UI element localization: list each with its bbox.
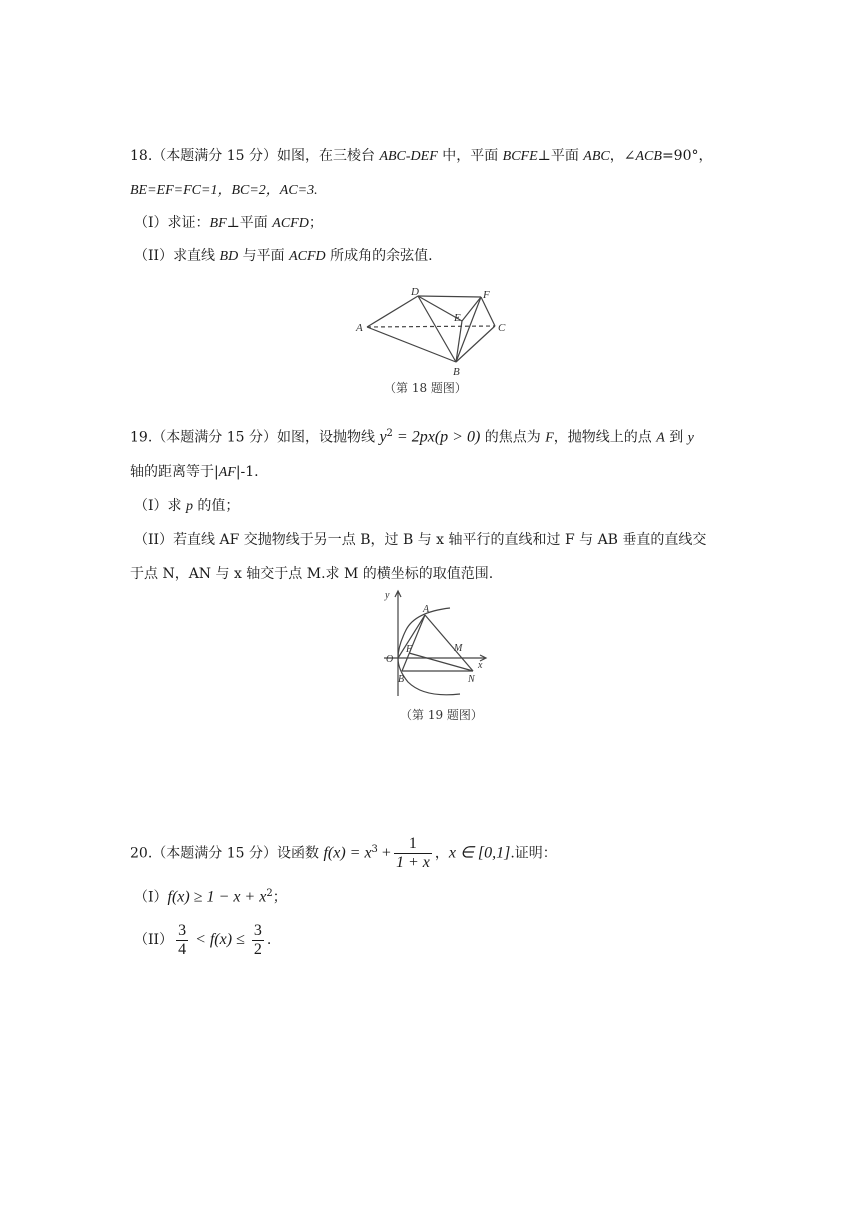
p18-text: 如图，在三棱台 — [276, 148, 380, 164]
p18-text: 求直线 — [173, 248, 220, 264]
p19-q1-label: （I） — [134, 498, 168, 514]
label-N: N — [468, 674, 475, 685]
p20-plus: + — [377, 844, 391, 862]
p19-text: 求 — [167, 498, 186, 514]
p20-q1-expr: f(x) ≥ 1 − x + x — [167, 888, 267, 906]
edge-CB — [456, 326, 495, 362]
p20-exp: 3 — [371, 844, 378, 855]
label-B: B — [453, 366, 460, 378]
p18-text: =90°， — [661, 148, 713, 164]
p19-eq-exp: 2 — [386, 428, 393, 439]
p19-text: 到 — [664, 429, 688, 446]
p20-q1-exp: 2 — [266, 888, 273, 899]
p18-header: （本题满分 15 分） — [152, 148, 277, 164]
p19-eq: y — [379, 428, 387, 446]
label-x: x — [478, 660, 483, 671]
label-E: E — [454, 312, 461, 324]
p20-function: f(x) = x — [323, 844, 372, 862]
p18-text: ⊥平面 — [537, 148, 584, 164]
line-FN — [409, 653, 473, 671]
p18-q2 — [134, 246, 433, 267]
edge-FB — [456, 297, 481, 362]
p19-number: 19. — [130, 429, 153, 446]
frac-numerator: 3 — [253, 921, 262, 939]
p19-q2-line1 — [134, 530, 706, 550]
label-A: A — [356, 322, 363, 334]
label-y: y — [385, 590, 390, 601]
label-F: F — [483, 289, 490, 301]
edge-DB — [418, 296, 456, 362]
p19-text: |-1. — [235, 464, 259, 480]
p18-text: ； — [308, 215, 323, 231]
p19-var: p — [185, 499, 193, 514]
p18-line1 — [130, 146, 712, 167]
p19-var: A — [656, 430, 665, 446]
p19-text: 轴的距离等于| — [130, 464, 219, 480]
p20-q2 — [134, 920, 271, 960]
line-AN — [425, 615, 473, 671]
frac-numerator: 3 — [178, 921, 187, 939]
p18-text: 与平面 — [238, 248, 290, 264]
p19-q2-text: 于点 N，AN 与 x 轴交于点 M.求 M 的横坐标的取值范围. — [130, 566, 494, 582]
p18-var: BCFE — [502, 149, 538, 164]
p20-frac-denominator: 1 + x — [395, 854, 430, 872]
p19-caption: （第 19 题图） — [400, 708, 483, 722]
p18-q1 — [134, 213, 323, 234]
frac-denominator: 2 — [253, 940, 262, 958]
p18-conditions: BE=EF=FC=1，BC=2，AC=3. — [130, 183, 318, 198]
p19-line2 — [130, 462, 259, 483]
label-A: A — [423, 604, 430, 615]
p18-text: 求证： — [167, 215, 210, 231]
p20-q2-inequality: < f(x) ≤ — [191, 931, 249, 948]
p20-line1 — [130, 830, 557, 874]
p19-q2-text: 若直线 AF 交抛物线于另一点 B，过 B 与 x 轴平行的直线和过 F 与 AB 垂直的直线交 — [173, 532, 707, 548]
p18-var: BD — [219, 249, 239, 264]
label-M: M — [454, 643, 463, 654]
p18-figure — [350, 284, 510, 380]
p20-domain: x ∈ [0,1] — [448, 844, 511, 862]
p20-text: .证明： — [510, 845, 557, 862]
p18-q1-label: （I） — [134, 215, 168, 231]
p20-fraction — [394, 835, 432, 872]
edge-AC-hidden — [367, 326, 495, 327]
p20-frac-numerator: 1 — [394, 835, 432, 854]
p18-var: ACFD — [289, 249, 326, 264]
p18-var: ABC-DEF — [379, 149, 438, 164]
p18-text: ，∠ — [609, 148, 636, 164]
p19-text: ，抛物线上的点 — [553, 429, 657, 446]
p18-line2 — [130, 180, 318, 201]
label-O: O — [386, 654, 394, 665]
p19-var: y — [687, 430, 694, 446]
label-D: D — [411, 286, 419, 298]
edge-AD — [367, 296, 418, 327]
edge-DF — [418, 296, 481, 297]
p18-text: 所成角的余弦值. — [325, 248, 433, 264]
p20-q1-label: （I） — [134, 889, 168, 906]
edge-AB — [367, 327, 456, 362]
p20-q2-fraction-left — [176, 922, 188, 959]
p18-text: 中，平面 — [437, 148, 503, 164]
p19-eq: = 2px(p > 0) — [392, 428, 481, 446]
p20-q1 — [134, 884, 287, 908]
label-B: B — [398, 674, 405, 685]
p18-number: 18. — [130, 148, 153, 164]
p18-var: BF — [209, 216, 227, 231]
p20-number: 20. — [130, 845, 153, 862]
label-F: F — [406, 644, 413, 655]
p19-var: AF — [218, 465, 236, 480]
p19-text: 的值； — [192, 498, 240, 514]
p19-q2-label: （II） — [134, 532, 174, 548]
p19-q1 — [134, 496, 239, 517]
p18-var: ACB — [635, 149, 662, 164]
p18-caption: （第 18 题图） — [384, 381, 467, 395]
p20-text: ， — [434, 845, 449, 862]
p20-text: . — [266, 932, 272, 948]
p20-text: 设函数 — [276, 845, 324, 862]
p20-q2-fraction-right — [252, 922, 264, 959]
edge-EF — [462, 297, 481, 321]
p18-var: ABC — [583, 149, 610, 164]
p19-figure — [370, 588, 490, 700]
p19-header: （本题满分 15 分） — [152, 429, 277, 446]
p20-text: ； — [272, 889, 287, 906]
label-C: C — [498, 322, 506, 334]
p19-text: 的焦点为 — [480, 429, 546, 446]
line-AB — [402, 615, 425, 671]
p19-q2-line2 — [130, 564, 493, 584]
p20-header: （本题满分 15 分） — [152, 845, 277, 862]
p18-text: ⊥平面 — [226, 215, 273, 231]
p20-q2-label: （II） — [134, 932, 174, 948]
p19-var: F — [545, 430, 554, 446]
p19-text: 如图，设抛物线 — [276, 429, 380, 446]
p18-q2-label: （II） — [134, 248, 174, 264]
edge-FC — [481, 297, 495, 326]
p19-line1 — [130, 424, 694, 449]
frac-denominator: 4 — [178, 940, 187, 958]
p18-var: ACFD — [272, 216, 309, 231]
